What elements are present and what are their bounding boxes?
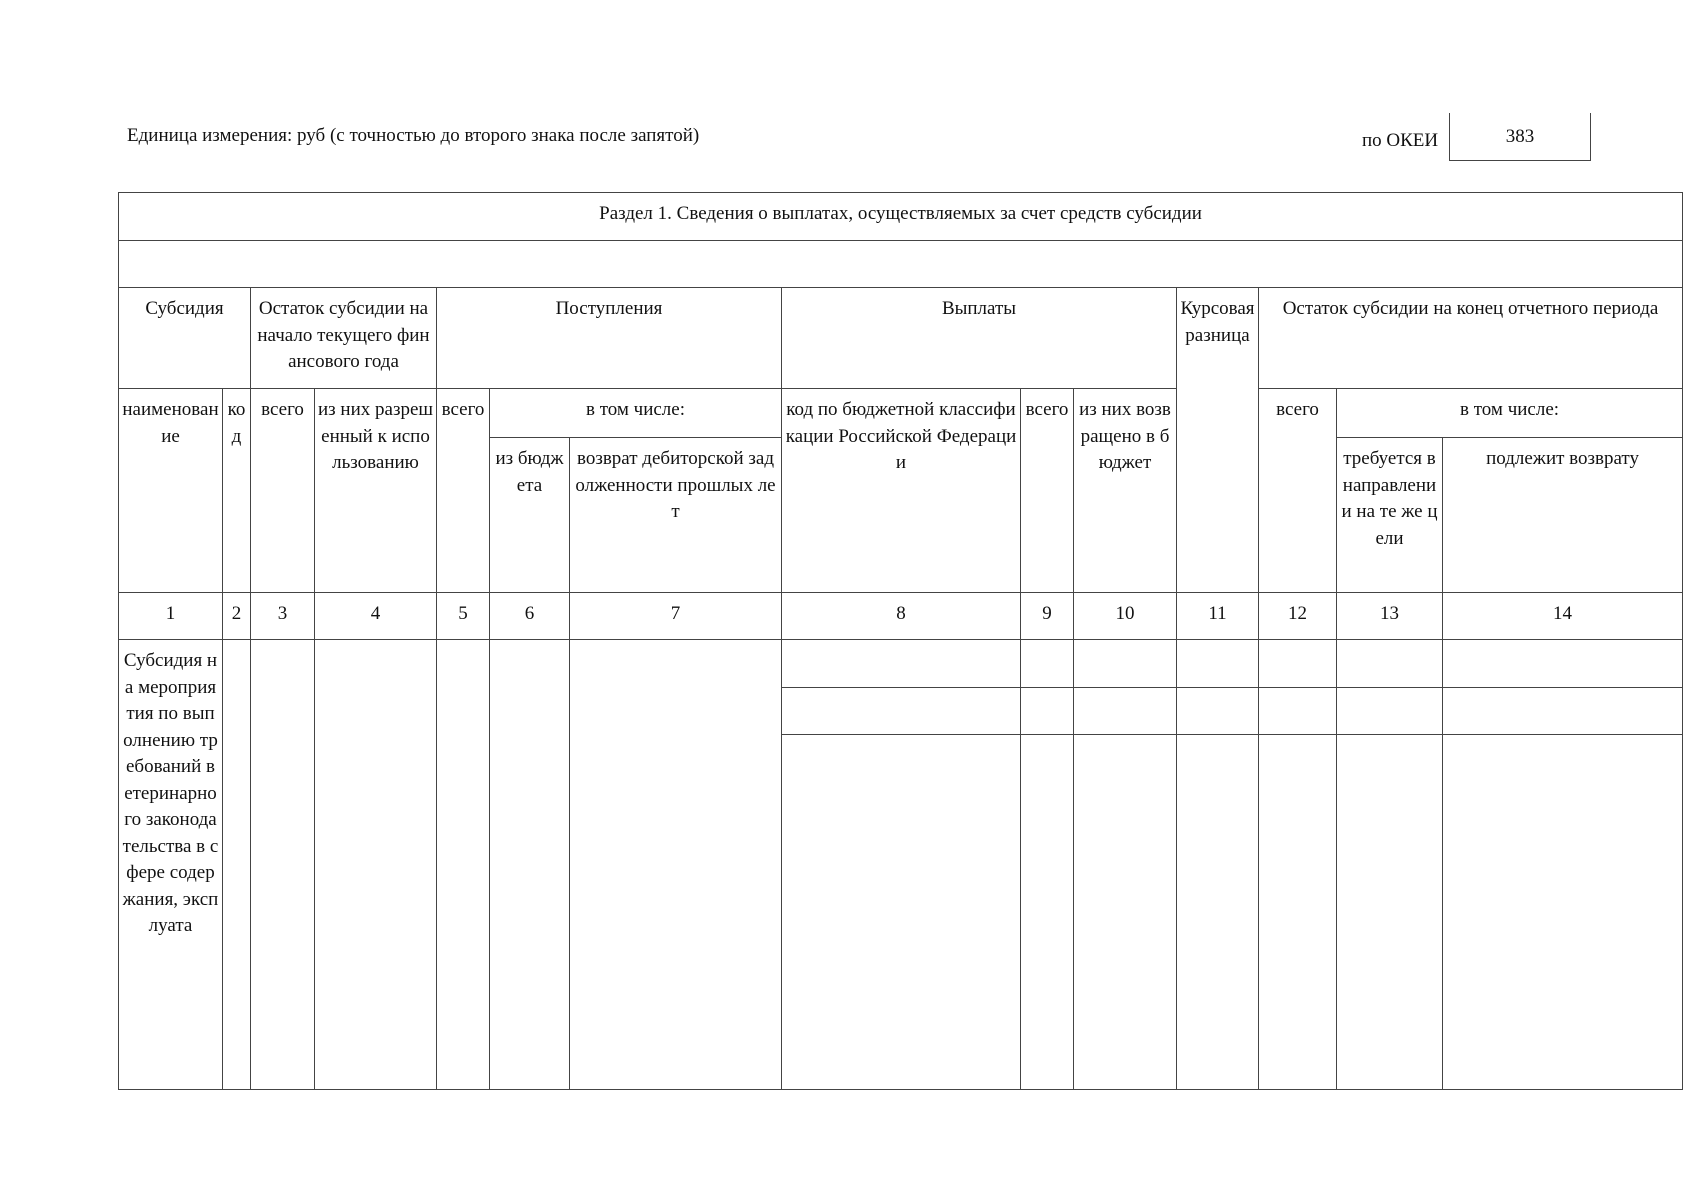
col-number-10: 10 bbox=[1074, 593, 1177, 640]
data-cell bbox=[1443, 735, 1683, 1090]
data-cell bbox=[1337, 640, 1443, 688]
data-cell bbox=[1074, 640, 1177, 688]
header-code: код bbox=[223, 389, 251, 593]
data-cell bbox=[251, 640, 315, 1090]
data-cell bbox=[1021, 688, 1074, 735]
header-payments-total: всего bbox=[1021, 389, 1074, 593]
data-cell bbox=[782, 640, 1021, 688]
col-number-7: 7 bbox=[570, 593, 782, 640]
header-receipts-incl: в том числе: bbox=[490, 389, 782, 438]
group-receipts: Поступления bbox=[437, 288, 782, 389]
empty-row bbox=[119, 241, 1683, 288]
data-cell bbox=[1021, 640, 1074, 688]
data-cell bbox=[1074, 688, 1177, 735]
col-number-6: 6 bbox=[490, 593, 570, 640]
data-cell bbox=[570, 640, 782, 1090]
data-cell bbox=[1177, 640, 1259, 688]
col-number-12: 12 bbox=[1259, 593, 1337, 640]
header-to-return: подлежит возврату bbox=[1443, 438, 1683, 593]
group-balance-end: Остаток субсидии на конец отчетного периода bbox=[1259, 288, 1683, 389]
col-number-13: 13 bbox=[1337, 593, 1443, 640]
data-cell bbox=[782, 735, 1021, 1090]
okei-label: по ОКЕИ bbox=[1362, 130, 1439, 151]
data-cell bbox=[1074, 735, 1177, 1090]
col-number-1: 1 bbox=[119, 593, 223, 640]
group-balance-start: Остаток субсидии на начало текущего финансового года bbox=[251, 288, 437, 389]
col-number-8: 8 bbox=[782, 593, 1021, 640]
header-end-incl: в том числе: bbox=[1337, 389, 1683, 438]
col-number-9: 9 bbox=[1021, 593, 1074, 640]
group-exchange-diff: Курсовая разница bbox=[1177, 288, 1259, 593]
col-number-3: 3 bbox=[251, 593, 315, 640]
data-cell bbox=[1443, 688, 1683, 735]
data-cell bbox=[1177, 735, 1259, 1090]
col-number-5: 5 bbox=[437, 593, 490, 640]
group-payments: Выплаты bbox=[782, 288, 1177, 389]
col-number-11: 11 bbox=[1177, 593, 1259, 640]
col-number-2: 2 bbox=[223, 593, 251, 640]
data-cell bbox=[1259, 688, 1337, 735]
header-total-start: всего bbox=[251, 389, 315, 593]
header-receipts-total: всего bbox=[437, 389, 490, 593]
report-table bbox=[118, 192, 1683, 1090]
data-cell bbox=[1259, 640, 1337, 688]
data-cell bbox=[490, 640, 570, 1090]
section-title: Раздел 1. Сведения о выплатах, осуществляемых за счет средств субсидии bbox=[119, 193, 1683, 241]
okei-code: 383 bbox=[1449, 113, 1591, 161]
col-number-4: 4 bbox=[315, 593, 437, 640]
header-debt-return: возврат дебиторской задолженности прошлых лет bbox=[570, 438, 782, 593]
header-allowed: из них разрешенный к использованию bbox=[315, 389, 437, 593]
col-number-14: 14 bbox=[1443, 593, 1683, 640]
data-cell bbox=[223, 640, 251, 1090]
header-from-budget: из бюджета bbox=[490, 438, 570, 593]
data-cell bbox=[782, 688, 1021, 735]
header-name: наименование bbox=[119, 389, 223, 593]
data-cell bbox=[315, 640, 437, 1090]
data-cell bbox=[1337, 688, 1443, 735]
data-cell bbox=[1259, 735, 1337, 1090]
header-end-total: всего bbox=[1259, 389, 1337, 593]
data-cell bbox=[1177, 688, 1259, 735]
header-same-purpose: требуется в направлении на те же цели bbox=[1337, 438, 1443, 593]
data-cell bbox=[1021, 735, 1074, 1090]
data-cell bbox=[1443, 640, 1683, 688]
subsidy-name-cell: Субсидия на мероприятия по выполнению требований ветеринарного законодательства в сфере содержания, эксплуата bbox=[119, 640, 223, 1090]
header-returned: из них возвращено в бюджет bbox=[1074, 389, 1177, 593]
unit-of-measure: Единица измерения: руб (с точностью до второго знака после запятой) bbox=[127, 125, 700, 146]
data-cell bbox=[437, 640, 490, 1090]
data-cell bbox=[1337, 735, 1443, 1090]
header-budget-code: код по бюджетной классификации Российской Федерации bbox=[782, 389, 1021, 593]
group-subsidy: Субсидия bbox=[119, 288, 251, 389]
